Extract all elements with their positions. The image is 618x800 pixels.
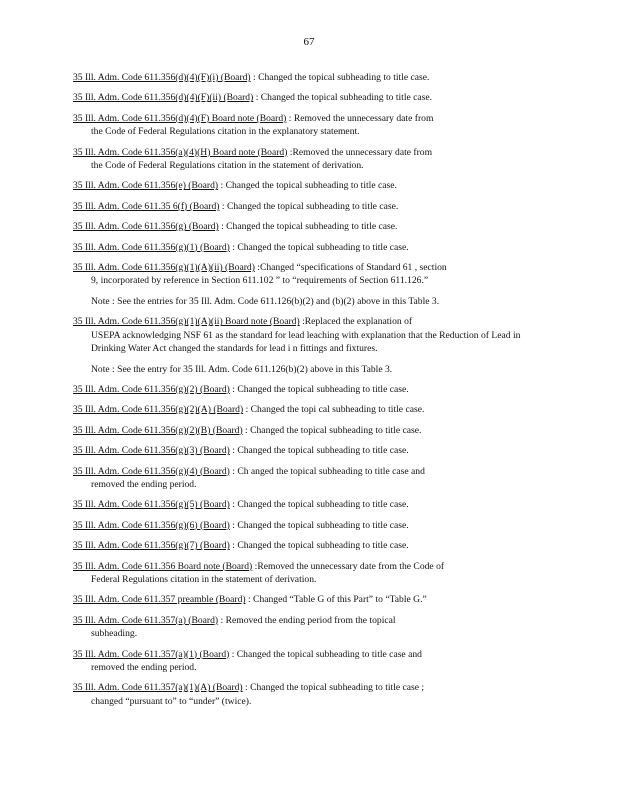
- note-text: Note : See the entries for 35 Ill. Adm. Code 611.126(b)(2) and (b)(2) above in this Table 3.: [91, 295, 440, 307]
- change-entry: [73, 539, 541, 552]
- change-entry: [73, 220, 541, 233]
- change-entry: [73, 519, 541, 532]
- entry-description: :Removed the unnecessary date from: [289, 146, 433, 158]
- change-entry: [73, 560, 541, 587]
- entry-description: : Changed the topical subheading to title case.: [232, 540, 409, 552]
- note-text: Note : See the entry for 35 Ill. Adm. Code 611.126(b)(2) above in this Table 3.: [91, 363, 393, 375]
- entry-description: :Removed the unnecessary date from the Code of: [254, 560, 445, 572]
- entry-description: : Changed the topical subheading to title case.: [221, 221, 398, 233]
- entry-citation: 35 Ill. Adm. Code 611.356(a)(4)(H) Board note (Board): [73, 146, 288, 158]
- entry-continuation: changed “pursuant to” to “under” (twice).: [91, 695, 252, 707]
- entry-continuation: Federal Regulations citation in the statement of derivation.: [91, 573, 317, 585]
- change-entry: [73, 614, 541, 641]
- entry-first-line: [73, 444, 541, 457]
- entry-continuation: removed the ending period.: [91, 662, 197, 673]
- entry-first-line: [73, 614, 541, 627]
- change-entry: [73, 91, 541, 104]
- entry-continuation: the Code of Federal Regulations citation in the statement of derivation.: [91, 160, 364, 172]
- entry-description: : Changed the topical subheading to title case.: [253, 72, 430, 83]
- entry-first-line: [73, 539, 541, 552]
- entry-first-line: [73, 498, 541, 511]
- entry-first-line: [73, 241, 541, 254]
- entry-first-line: [73, 315, 541, 328]
- entry-citation: 35 Ill. Adm. Code 611.356 Board note (Board): [73, 560, 253, 572]
- entry-first-line: [73, 200, 541, 213]
- entry-citation: 35 Ill. Adm. Code 611.356(d)(4)(F)(i) (Board): [73, 72, 251, 83]
- change-entry: [73, 403, 541, 416]
- entry-citation: 35 Ill. Adm. Code 611.356(g)(2)(A) (Board): [73, 404, 244, 416]
- change-entry: [73, 71, 541, 84]
- entry-description: : Changed the topical subheading to title case.: [232, 383, 409, 395]
- entry-first-line: [73, 403, 541, 416]
- entry-first-line: [73, 424, 541, 437]
- change-entries-list: [73, 71, 541, 715]
- change-entry: [73, 383, 541, 396]
- entry-citation: 35 Ill. Adm. Code 611.356(g) (Board): [73, 221, 219, 233]
- entry-citation: 35 Ill. Adm. Code 611.356(d)(4)(F) Board note (Board): [73, 112, 287, 124]
- entry-citation: 35 Ill. Adm. Code 611.356(g)(3) (Board): [73, 445, 230, 457]
- change-entry: [73, 146, 541, 173]
- entry-description: : Changed the topical subheading to title case.: [220, 180, 397, 192]
- entry-continuation: 9, incorporated by reference in Section 611.102 ” to “requirements of Section 611.126.”: [91, 275, 429, 287]
- entry-description: : Changed the topical subheading to title case.: [221, 200, 399, 212]
- entry-continuation: subheading.: [91, 628, 138, 640]
- entry-description: : Changed the topi cal subheading to title case.: [245, 404, 425, 416]
- entry-description: : Changed the topical subheading to title case.: [255, 92, 433, 104]
- entry-first-line: [73, 519, 541, 532]
- entry-citation: 35 Ill. Adm. Code 611.357(a) (Board): [73, 614, 219, 626]
- entry-first-line: [73, 560, 541, 573]
- entry-first-line: [73, 261, 541, 274]
- entry-first-line: [73, 91, 541, 104]
- entry-citation: 35 Ill. Adm. Code 611.356(g)(1)(A)(ii) (Board): [73, 262, 255, 274]
- page-number: 67: [303, 36, 315, 48]
- entry-citation: 35 Ill. Adm. Code 611.356(g)(5) (Board): [73, 499, 230, 511]
- change-entry: [73, 648, 541, 675]
- change-entry: [73, 241, 541, 254]
- entry-citation: 35 Ill. Adm. Code 611.357(a)(1) (Board): [73, 648, 230, 660]
- change-entry: [73, 424, 541, 437]
- entry-description: : Removed the ending period from the topical: [220, 614, 396, 626]
- entry-citation: 35 Ill. Adm. Code 611.356(g)(2)(B) (Board): [73, 424, 243, 436]
- entry-first-line: [73, 146, 541, 159]
- change-entry: [73, 593, 541, 606]
- entry-first-line: [73, 220, 541, 233]
- entry-description: : Changed the topical subheading to title case.: [232, 445, 409, 457]
- entry-description: : Removed the unnecessary date from: [288, 112, 434, 124]
- entry-continuation: the Code of Federal Regulations citation in the explanatory statement.: [91, 126, 360, 138]
- entry-first-line: [73, 593, 541, 606]
- entry-first-line: [73, 383, 541, 396]
- entry-citation: 35 Ill. Adm. Code 611.356(g)(4) (Board): [73, 465, 230, 477]
- entry-description: : Changed the topical subheading to title case and: [231, 648, 422, 660]
- entry-description: :Changed “specifications of Standard 61 , section: [257, 262, 447, 274]
- entry-description: : Changed the topical subheading to title case.: [232, 499, 409, 511]
- entry-first-line: [73, 112, 541, 125]
- change-entry: [73, 315, 541, 355]
- change-entry: [73, 261, 541, 288]
- entry-first-line: [73, 179, 541, 192]
- entry-citation: 35 Ill. Adm. Code 611.356(g)(1)(A)(ii) Board note (Board): [73, 316, 300, 328]
- entry-citation: 35 Ill. Adm. Code 611.356(e) (Board): [73, 180, 219, 192]
- change-entry: [73, 200, 541, 213]
- entry-description: : Changed the topical subheading to title case.: [232, 241, 409, 253]
- change-entry: [73, 465, 541, 492]
- entry-citation: 35 Ill. Adm. Code 611.357(a)(1)(A) (Board): [73, 682, 243, 694]
- change-entry: [73, 498, 541, 511]
- entry-description: : Ch anged the topical subheading to title case and: [232, 465, 425, 477]
- entry-citation: 35 Ill. Adm. Code 611.356(g)(2) (Board): [73, 383, 230, 395]
- entry-description: : Changed the topical subheading to title case.: [245, 424, 422, 436]
- entry-description: : Changed the topical subheading to title case ;: [245, 682, 425, 694]
- entry-first-line: [73, 71, 541, 84]
- entry-description: :Replaced the explanation of: [302, 316, 413, 328]
- change-entry: [73, 179, 541, 192]
- entry-first-line: [73, 681, 541, 694]
- entry-citation: 35 Ill. Adm. Code 611.357 preamble (Board): [73, 594, 246, 606]
- change-entry: [73, 681, 541, 708]
- entry-continuation: USEPA acknowledging NSF 61 as the standard for lead leaching with explanation that the Reduction of Lead in Drinking Water Act changed the standards for lead i n fittings and fixtures.: [91, 329, 521, 355]
- entry-description: : Changed “Table G of this Part” to “Table G.”: [247, 594, 427, 606]
- entry-citation: 35 Ill. Adm. Code 611.356(d)(4)(F)(ii) (Board): [73, 92, 254, 104]
- entry-citation: 35 Ill. Adm. Code 611.356(g)(1) (Board): [73, 241, 230, 253]
- entry-citation: 35 Ill. Adm. Code 611.356(g)(6) (Board): [73, 519, 230, 531]
- entry-citation: 35 Ill. Adm. Code 611.35 6(f) (Board): [73, 200, 220, 212]
- entry-description: : Changed the topical subheading to title case.: [232, 519, 409, 531]
- change-entry: [73, 112, 541, 139]
- entry-first-line: [73, 465, 541, 478]
- change-entry: [73, 444, 541, 457]
- entry-continuation: removed the ending period.: [91, 478, 197, 490]
- entry-citation: 35 Ill. Adm. Code 611.356(g)(7) (Board): [73, 540, 230, 552]
- entry-first-line: [73, 648, 541, 661]
